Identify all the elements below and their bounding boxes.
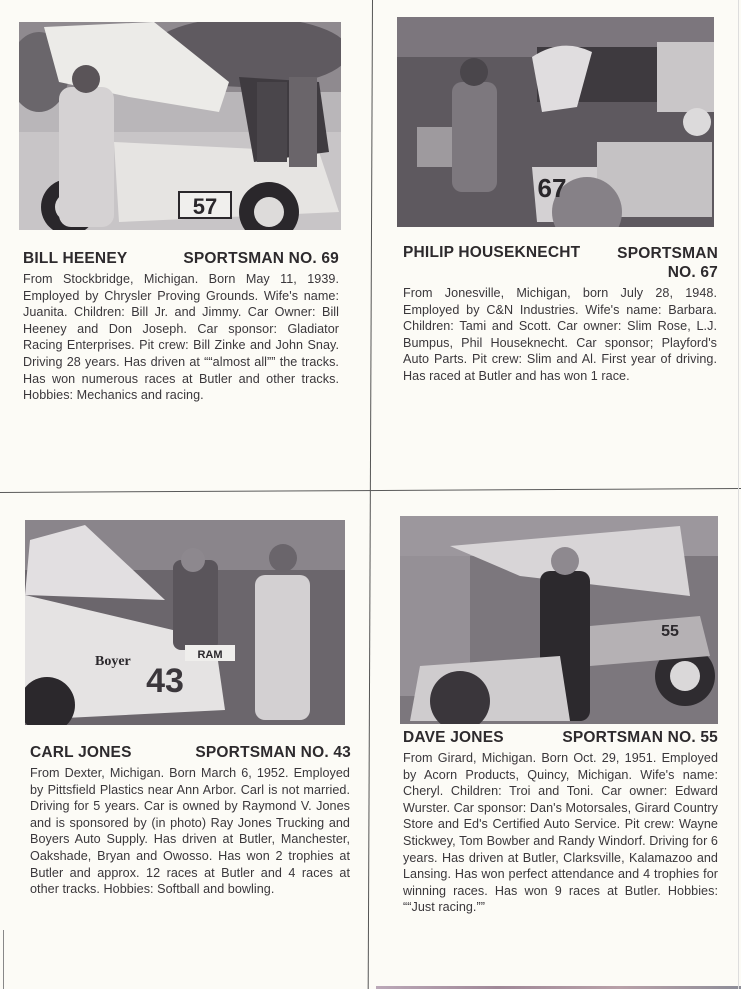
car-number: 67 (537, 173, 567, 203)
driver-bio: From Stockbridge, Michigan. Born May 11, 1939. Employed by Chrysler Proving Grounds. Wife's name: Juanita. Children: Bill Jr. and Jimmy. Car Owner: Bill Heeney and Don Joseph. Car sponsor: Gladiator Racing Enterprises. Pit crew: Bill Zinke and John Snay. Driving 28 years. Has driven at ““almost all”” the tracks. Has won numerous races at Butler and other tracks. Hobbies: Mechanics and racing. (23, 272, 339, 403)
driver-photo (25, 520, 345, 725)
driver-name: CARL JONES (30, 744, 132, 761)
race-car-photo-illustration (19, 22, 341, 230)
vertical-divider (368, 0, 373, 989)
driver-name: DAVE JONES (403, 729, 504, 746)
driver-photo (400, 516, 718, 724)
driver-class-number: SPORTSMAN NO. 55 (562, 729, 718, 746)
driver-name: BILL HEENEY (23, 250, 128, 267)
race-car-photo-illustration (397, 17, 714, 227)
driver-photo (397, 17, 714, 227)
page-right-edge (738, 0, 739, 989)
driver-bio: From Dexter, Michigan. Born March 6, 1952. Employed by Pittsfield Plastics near Ann Arbor. Carl is not married. Driving for 5 years. Car is owned by Raymond V. Jones and is sponsored by (in photo) Ray Jones Trucking and Boyers Auto Supply. Has driven at Butler, Manchester, Oakshade, Bryan and Owosso. Has won 2 trophies at Butler and approx. 12 races at Butler and 4 races at other tracks. Hobbies: Softball and bowling. (30, 766, 350, 897)
car-number: 55 (661, 623, 679, 640)
driver-bio: From Jonesville, Michigan, born July 28, 1948. Employed by C&N Industries. Wife's name: Barbara. Children: Tami and Scott. Car owner: Slim Rose, L.J. Bumpus, Phil Houseknecht. Car sponsor; Playford's Auto Parts. Pit crew: Slim and Al. First year of driving. Has raced at Butler and has won 1 race. (403, 286, 717, 383)
page-left-edge (3, 930, 4, 989)
race-car-photo-illustration (400, 516, 718, 724)
driver-class-number: SPORTSMAN NO. 43 (195, 744, 351, 761)
race-car-photo-illustration (25, 520, 345, 725)
car-number: 43 (146, 662, 184, 700)
driver-heading (403, 244, 718, 284)
driver-name: PHILIP HOUSEKNECHT (403, 244, 581, 261)
driver-bio: From Girard, Michigan. Born Oct. 29, 1951. Employed by Acorn Products, Quincy, Michigan. Wife's name: Cheryl. Children: Troi and Toni. Car owner: Edward Wurster. Car sponsor: Dan's Motorsales, Girard Country Store and Ed's Certified Auto Service. Pit crew: Wayne Stickwey, Tom Bowber and Randy Windorf. Driving for 6 years. Has driven at Butler, Clarksville, Kalamazoo and Lansing. Has won perfect attendance and 4 trophies for winning races. Has won 9 races at Butler. Hobbies: ““Just racing.”” (403, 751, 718, 915)
driver-heading (23, 250, 339, 270)
car-number: 57 (192, 194, 218, 219)
driver-class-number: SPORTSMAN NO. 67 (617, 245, 718, 281)
driver-class-number: SPORTSMAN NO. 69 (183, 250, 339, 267)
photo-sign-text: RAM (197, 649, 223, 661)
driver-photo (19, 22, 341, 230)
photo-sponsor-text: Boyer (95, 654, 131, 669)
driver-heading (30, 744, 351, 764)
driver-heading (403, 729, 718, 749)
